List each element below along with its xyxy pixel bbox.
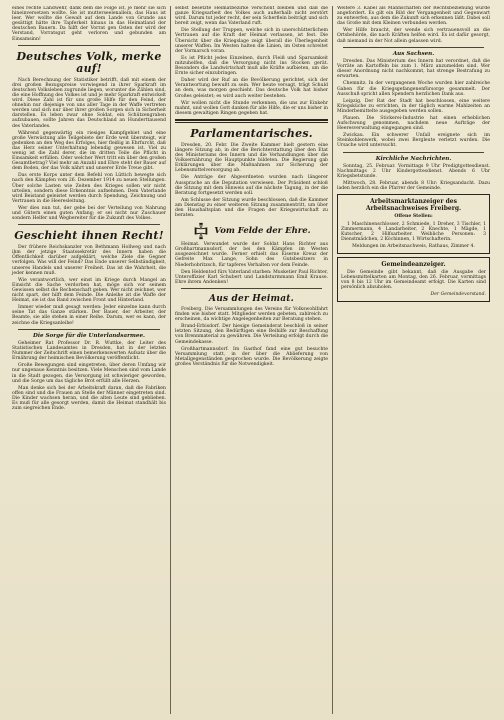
article-paragraph: Die Anträge der Abgeordneten wurden nach längerer Aussprache an die Deputation verwiesen. Der Präsident schloß die Sitzung mit dem Hinweis auf die nächste Tagung, in der die Beratung fortgesetzt werden soll. — [175, 175, 328, 196]
ad-subtitle: Offene Stellen: — [394, 214, 433, 220]
article-paragraph: Brand-Erbisdorf. Der hiesige Gemeinderat beschloß in seiner letzten Sitzung, den Bedürftigen eine Beihilfe zur Beschaffung von Brennmaterial zu gewähren. Die Verteilung erfolgt durch die Gemeindekasse. — [175, 324, 328, 345]
divider — [18, 224, 160, 225]
divider — [181, 288, 322, 289]
article-paragraph: Es ist Pflicht jedes Einzelnen, durch Fleiß und Sparsamkeit mitzuhelfen, daß die Versorgung nicht ins Stocken gerät. Besonders die Landwirtschaft muß alle Kräfte aufbieten, um die Ernte sicher einzubringen. — [175, 55, 328, 77]
article-paragraph: Immer wieder muß gesagt werden: Jeder einzelne kann durch seine Tat das Ganze stärken. Der Bauer, der Arbeiter, der Beamte, sie alle stehen in einer Reihe. Darum, wer es kann, der zeichne die Kriegsanleihe! — [12, 305, 166, 326]
article-paragraph: Dresden, 20. Febr. Die Zweite Kammer hielt gestern eine längere Sitzung ab, in der die Berichterstattung über den Etat des Ministeriums des Innern und die Verhandlungen über die Volksernährung die Hauptpunkte bildeten. Die Regierung gab Erklärungen über die Maßnahmen zur Sicherung der Lebensmittelversorgung ab. — [175, 142, 328, 174]
divider — [343, 152, 484, 153]
ad-signature: Der Gemeindevorstand. — [430, 292, 486, 298]
article-paragraph: Wie verantwortlich, wer einst im Kriege durch Mangel an Einsicht die Sache verdorben hat, möge sich vor seinem Gewissen selbst die Rechenschaft geben. Wer nicht zeichnet, wer nicht spart, der hilft dem Feinde. Die Anleihe ist die Waffe der Heimat, sie ist das Band zwischen Front und Hinterland. — [12, 277, 166, 304]
column-layout — [8, 6, 496, 714]
article-paragraph: Chemnitz. In der vergangenen Woche wurden hier zahlreiche Gaben für die Kriegsgefangenenfürsorge gesammelt. Der Ausschuß spricht allen Spendern herzlichen Dank aus. — [337, 81, 490, 97]
article-paragraph: Nach Berechnung der Statistiker betrifft, daß mit einem der drei großen Bezugspreise vorwiegend in ihrer Sparkraft im deutschen Volksleben zugrunde liegen, worunter die Zählen sind, die eine Hoffnung des Volkes ist und je mehr Sparkraft entwickelt wird. Diese Zahl ist für uns große Hilfe für den Feind, der ohnehin nur diejenige von uns aller Tage in der Waffe vertreten werden und sich nur über ihrer großen Sorgen sich in Sicherheit darstellen. Es leben zwar ohne Soldat, ein Schützengraben aufzubauen, sollte Jahren das Deutschland an Hunderttausend des Vaterlandes. — [12, 77, 166, 129]
article-paragraph: eines rechte Landwehr, dank dem die Folge ist, je mehr sie sich hineinversetzen wollte. Sie ist mutterseelenallein, das Haus ist leer. Wer wollte die Gewalt auf dem Lande von Grunde aus gesättigt hätte ihre Tapferkeit hinaus in das Heimatland der deutschen Bauern. Da hilft der Vorrat gen Osten der wird der Verstand, Vorratsgut geht verloren und gebunden am Einsamsinn! — [12, 6, 166, 42]
divider — [18, 45, 160, 46]
article-paragraph: Leipzig. Der Rat der Stadt hat beschlossen, eine weitere Kriegsküche zu errichten, in der täglich warme Mahlzeiten an Minderbemittelte ausgegeben werden sollen. — [337, 98, 490, 114]
divider — [18, 329, 160, 330]
article-paragraph: Weitere 3. Kabel als Mannschaften der Rechtsbeziehung wurde angefordert. Es gilt ein Bild der Vergangenheit und Gegenwart zu entwerfen, aus dem die Zukunft sich erkennen läßt. Dabei soll das Große mit dem Kleinen verbunden werden. — [337, 6, 490, 27]
article-paragraph: Wer dies nun tut, der gebe bei der Verteilung von Nahrung und Gütern einen guten Anfang; er sei nicht nur Zuschauer sondern Helfer und Wegbereiter für die Zukunft des Volkes. — [12, 205, 166, 222]
article-paragraph: Geheimer Rat Professor Dr. R. Wuttke, der Leiter des Statistischen Landesamtes in Dresden, hat in der letzten Nummer der Zeitschrift einen bemerkenswerten Aufsatz über die Ernährung der heimischen Bevölkerung veröffentlicht. — [12, 341, 166, 362]
ad-text: 1 Maschinenschlosser, 2 Schmiede, 1 Dreher, 3 Tischler, 1 Zimmermann, 4 Landarbeiter, 2 Knechte, 1 Mägde, 1 Kutscher, 2 Hilfsarbeiter. Weibliche Personen: 3 Dienstmädchen, 2 Köchinnen, 1 Wirtschafterin. — [341, 221, 486, 242]
article-paragraph: Wir wollen nicht die Stunde verkennen, die uns zur Einkehr mahnt, und wollen Gott danken für alle Hilfe, die er uns bisher in diesem gewaltigen Ringen gegeben hat. — [175, 100, 328, 116]
column-2 — [170, 6, 332, 714]
article-paragraph: Während gegenwärtig ein riesiges Kampfgebiet und eine große Verwüstung alle Teilgebiete der Erde weit übersteigt, wir gedenken an den Weg des Erfolges, hier fleißig in Ehrfurcht, daß das Herz seiner Unterhaltung lebendig gewesen ist. Viel zu wenig ist die Zahl derer, die im dritten Teile die Pflicht in Einsamkeit erfüllen. Oder welcher Wert tritt ein über den großen Gesamtbetrag? Viel mehr an Anzahl und Ehre steht der Bauer auf dem Boden, der das Volk nährt und unserer Erde Treue gibt. — [12, 130, 166, 172]
article-paragraph: Das erste Korps unter dem Befehl von Lüttich bewegte sich nach den Kämpfen vom 26. Dezember 1914 zu neuen Stellungen. Über solche Lasten wie Zeiten des Krieges sollen wir nicht urteilen, sondern diese Erkenntnis aufnehmen. Dem Vaterlande wird Beistand geleistet werden durch Spendung, Zeichnung und Vertrauen in die Heeresleitung. — [12, 173, 166, 204]
article-paragraph: Der frühere Reichskanzler von Bethmann Hollweg und nach ihm der jetzige Staatssekretär des Innern haben die Öffentlichkeit darüber aufgeklärt, welche Ziele die Gegner verfolgen. Was will der Feind? Das Ende unserer Selbständigkeit, unseres Handels und unserer Freiheit. Das ist die Wahrheit, die jeder kennen muß. — [12, 245, 166, 276]
article-paragraph: Daher wird der Ruf an die Bevölkerung gerichtet, sich der Verantwortung bewußt zu sein. Wer heute versagt, trägt Schuld an dem, was morgen geschieht. Das deutsche Volk hat bisher Großes geleistet; es wird auch weiter bestehen. — [175, 78, 328, 99]
headline-geschieht-recht: Geschieht ihnen Recht! — [14, 229, 164, 243]
headline-deutsches-volk: Deutsches Volk, merke auf! — [16, 49, 162, 75]
feld-der-ehre-heading — [175, 222, 328, 240]
headline-aus-sachsen: Aus Sachsen. — [392, 50, 435, 57]
column-3 — [332, 6, 494, 714]
article-paragraph: selbst besetzte Heimatbezirke verschont bleiben und daß die ganze Kriegsarbeit des Volkes auch außerhalb nicht zerstört wird. Darum tut jeder recht, der sein Scherflein beiträgt und sich bereit zeigt, wenn das Vaterland ruft. — [175, 6, 329, 27]
article-paragraph: Man denke sich bei der Arbeitskraft daran, daß die Fabriken offen sind und die Frauen an Stelle der Männer eingetreten sind. Die Kinder wachsen heran, und die alten Leute sind geblieben. Es muß für alle gesorgt werden, damit die Heimat standhält bis zum siegreichen Ende. — [12, 385, 166, 412]
ad-footer: Meldungen im Arbeitsnachweis, Rathaus, Zimmer 4. — [352, 243, 475, 249]
article-paragraph: Großhartmannsdorf. Im Gasthof fand eine gut besuchte Versammlung statt, in der über die Ablieferung von Metallgegenständen gesprochen wurde. Die Bevölkerung zeigte großes Verständnis für die Notwendigkeit. — [175, 346, 328, 367]
iron-cross-icon — [192, 222, 210, 240]
double-rule — [175, 119, 328, 123]
headline-unterlandsarmee: Die Sorge für die Unterlandsarmee. — [33, 332, 145, 339]
article-paragraph: Wer Hilfe braucht, der wende sich vertrauensvoll an die Ortsbehörde, die nach Kräften helfen wird. Es ist dafür gesorgt, daß niemand in der Not allein gelassen wird. — [337, 28, 490, 44]
article-paragraph: Den Heldentod fürs Vaterland starben: Musketier Paul Richter, Unteroffizier Karl Schubert und Landsturmmann Emil Krause. Ehre ihrem Andenken! — [175, 269, 328, 285]
article-paragraph: Zwickau. Ein schwerer Unfall ereignete sich im Steinkohlenwerk, wobei zwei Bergleute verletzt wurden. Die Ursache wird untersucht. — [337, 133, 490, 149]
headline-aus-der-heimat: Aus der Heimat. — [209, 293, 294, 304]
article-paragraph: Mittwoch, 28. Februar, abends 8 Uhr: Kriegsandacht. Dazu laden herzlich ein die Pfarrer der Gemeinde. — [337, 181, 490, 192]
article-paragraph: Freiberg. Die Versammlungen des Vereins für Volkswohlfahrt finden wie bisher statt. Mitglieder werden gebeten, zahlreich zu erscheinen, da wichtige Angelegenheiten zur Beratung stehen. — [175, 306, 328, 323]
article-paragraph: Am Schlusse der Sitzung wurde beschlossen, daß die Kammer am Dienstag zu einer weiteren Sitzung zusammentritt, um über den Haushaltsplan und die Fragen der Kriegswirtschaft zu beraten. — [175, 197, 328, 219]
ad-text: Die Gemeinde gibt bekannt, daß die Ausgabe der Lebensmittelkarten am Montag, den 26. Februar, vormittags von 8 bis 12 Uhr im Gemeindeamt erfolgt. Die Karten sind persönlich abzuholen. — [341, 270, 486, 291]
article-paragraph: Große Bewegungen sind eingetreten, über deren Umfang wir nur ungenaue Kenntnis besitzen. Viele Menschen sind vom Lande in die Stadt gezogen, die Versorgung ist schwieriger geworden, und die Sorge um das tägliche Brot erfüllt alle Herzen. — [12, 363, 166, 384]
article-paragraph: Sonntag, 25. Februar. Vormittags 9 Uhr Predigtgottesdienst. Nachmittags 2 Uhr Kindergottesdienst. Abends 6 Uhr Kriegsbetstunde. — [337, 163, 490, 180]
headline-kirchliche-nachrichten: Kirchliche Nachrichten. — [375, 155, 452, 162]
article-paragraph: Heimat. Verwundet wurde der Soldat Hans Richter aus Großhartmannsdorf, der bei den Kämpfen im Westen ausgezeichnet wurde. Ferner erhielt das Eiserne Kreuz der Gefreite Max Lange, Sohn des Gutsbesitzers in Niederbobritzsch, für tapferes Verhalten vor dem Feinde. — [175, 242, 328, 268]
headline-feld-der-ehre: Vom Felde der Ehre. — [214, 226, 311, 237]
column-1 — [8, 6, 170, 714]
ad-title: Gemeindeanzeiger. — [381, 261, 446, 268]
article-paragraph: Plauen. Die Stickerei-Industrie hat einen erheblichen Aufschwung genommen, nachdem neue Aufträge der Heeresverwaltung eingegangen sind. — [337, 116, 490, 132]
arbeitsmarkt-ad — [337, 194, 490, 254]
divider — [343, 47, 484, 48]
article-paragraph: Die Stellung der Truppen, welche sich in unerschütterlichem Vertrauen auf die Kraft der Heimat verlassen, ist fest. Die Übersicht über die Kriegslage zeigt überall die Überlegenheit unserer Waffen. Im Westen halten die Linien, im Osten schreitet der Vormarsch voran. — [175, 28, 328, 54]
gemeinde-ad — [337, 257, 490, 302]
ad-title: Arbeitsmarktanzeiger des Arbeitsnachweises Freiberg. — [365, 198, 462, 213]
article-paragraph: Dresden. Das Ministerium des Innern hat verordnet, daß die Vorräte an Kartoffeln bis zum 1. März anzumelden sind. Wer dieser Anordnung nicht nachkommt, hat strenge Bestrafung zu erwarten. — [337, 59, 490, 80]
headline-parlamentarisches: Parlamentarisches. — [190, 126, 313, 140]
